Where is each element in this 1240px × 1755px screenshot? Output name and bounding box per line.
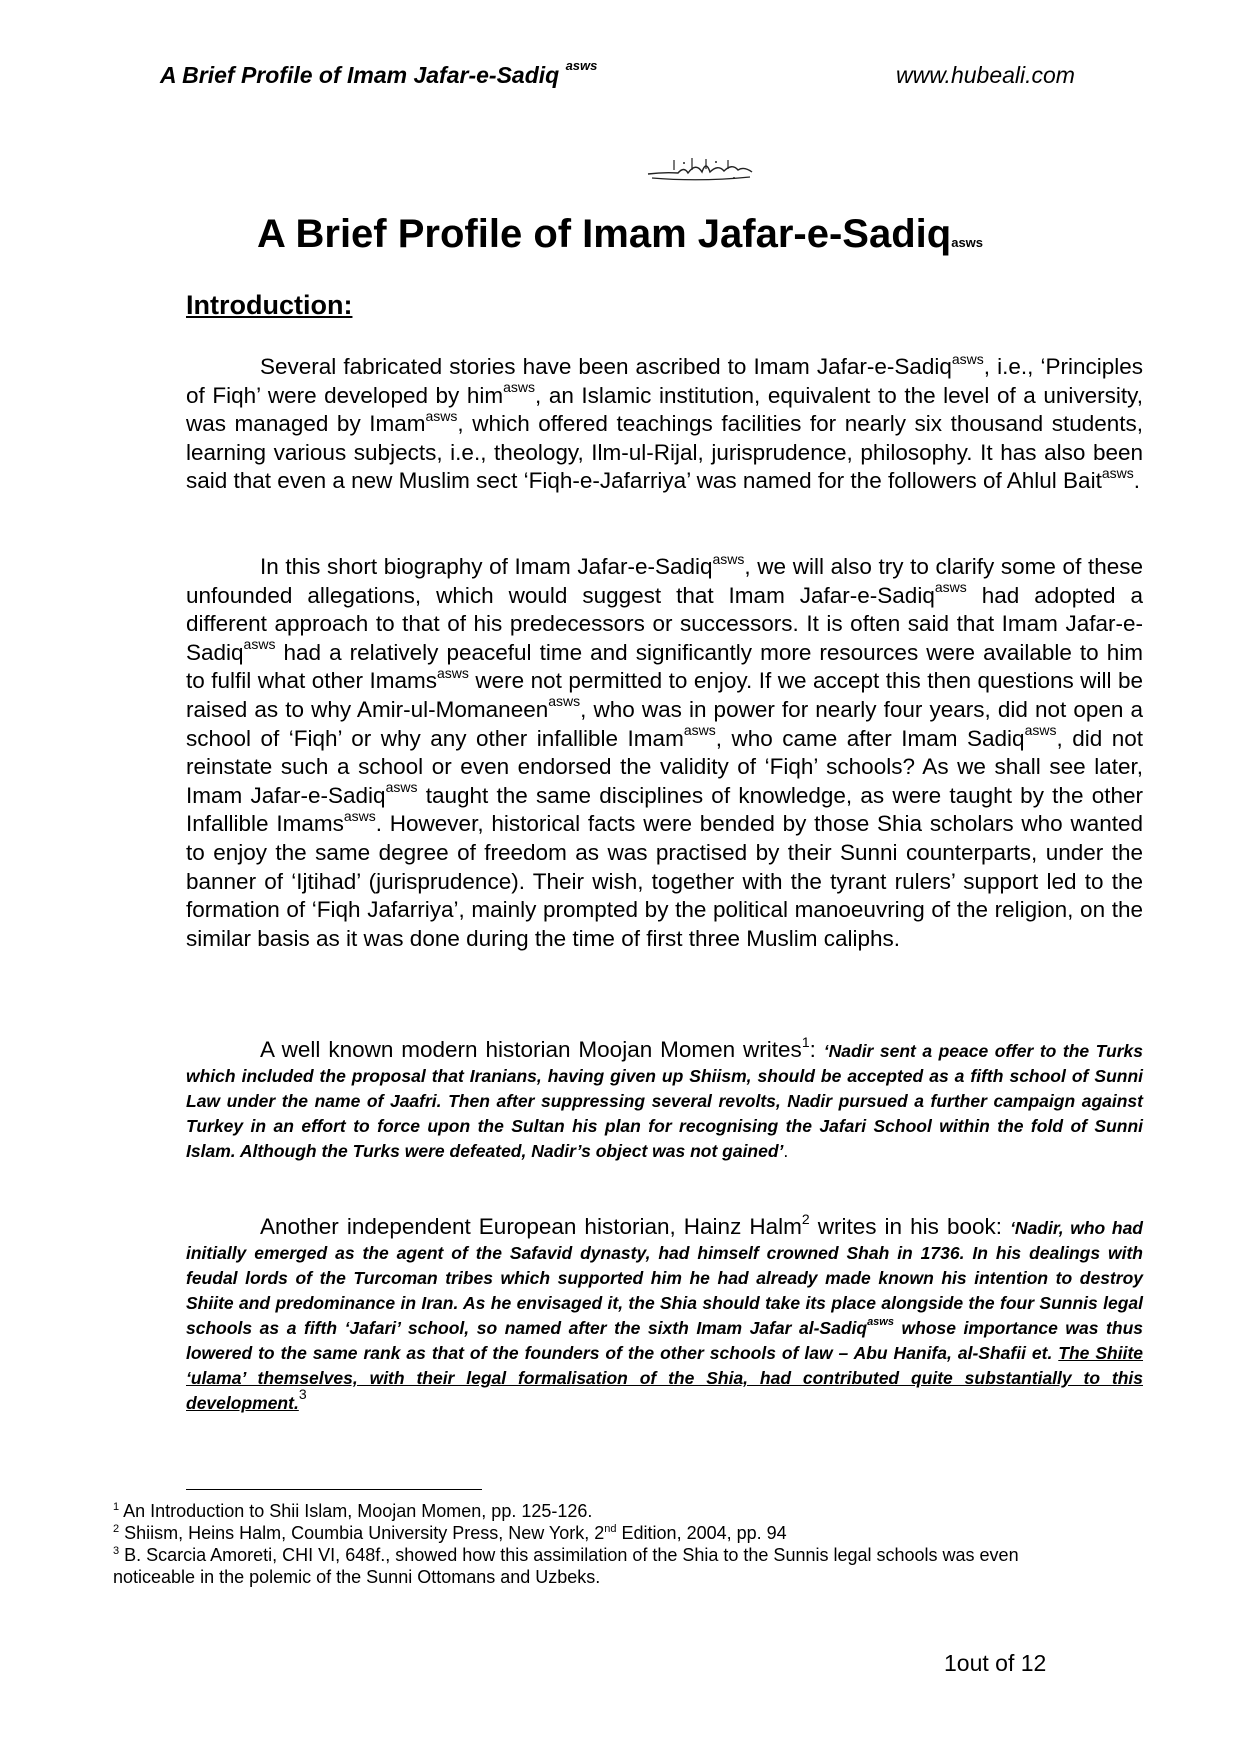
page-number: 1out of 12 bbox=[944, 1650, 1047, 1676]
block-quote: ‘Nadir sent a peace offer to the Turks which included the proposal that Iranians, having given up Shiism, should be accepted as a fifth school of Sunni Law under the name of Jaafri. Then after suppressing several revolts, Nadir pursued a further campaign against Turkey in an effort to force upon the Sultan his plan for recognising the Jafari School within the fold of Sunni Islam. Although the Turks were defeated, Nadir’s object was not gained’ bbox=[186, 1041, 1143, 1161]
footnote-separator bbox=[186, 1489, 482, 1490]
text: had a relatively peaceful time and significantly more resources were available to him to fulfil what other Imams bbox=[186, 639, 1143, 694]
text: In this short biography of Imam Jafar-e-Sadiq bbox=[260, 554, 713, 579]
block-quote: ‘Nadir, who had initially emerged as the agent of the Safavid dynasty, had himself crowned Shah in 1736. In his dealings with feudal lords of the Turcoman tribes which supported him he had already made known his intention to destroy Shiite and predominance in Iran. As he envisaged it, the Shia should take its place alongside the four Sunnis legal schools as a fifth ‘Jafari’ school, so named after the sixth Imam Jafar al-Sadiq bbox=[186, 1218, 1143, 1338]
honorific: asws bbox=[1024, 722, 1057, 739]
honorific: asws bbox=[425, 407, 458, 424]
footnotes bbox=[113, 1500, 1073, 1588]
footnote-text: Edition, 2004, pp. 94 bbox=[616, 1523, 787, 1543]
honorific: asws bbox=[503, 379, 536, 396]
bismillah-calligraphy-icon bbox=[644, 154, 756, 184]
honorific: asws bbox=[385, 779, 418, 796]
footnote-3 bbox=[113, 1544, 1073, 1588]
paragraph-1 bbox=[186, 350, 1144, 496]
text: , i.e., ‘Principles of Fiqh’ were developed by him bbox=[186, 354, 1143, 408]
footnote-text: B. Scarcia Amoreti, CHI VI, 648f., showed how this assimilation of the Shia to the Sunnis legal schools was even noticeable in the polemic of the Sunni Ottomans and Uzbeks. bbox=[113, 1545, 1019, 1587]
honorific: asws bbox=[951, 350, 984, 367]
text: were not permitted to enjoy. If we accept this then questions will be raised as to why Amir-ul-Momaneen bbox=[186, 668, 1143, 722]
text: Several fabricated stories have been ascribed to Imam Jafar-e-Sadiq bbox=[260, 354, 952, 379]
text: , which offered teachings facilities for nearly six thousand students, learning various subjects, i.e., theology, Ilm-ul-Rijal, jurisprudence, philosophy. It has also been said that even a new Muslim sect ‘Fiqh-e-Jafarriya’ was named for the followers of Ahlul Bait bbox=[186, 411, 1144, 494]
footnote-ref: 1 bbox=[801, 1033, 810, 1050]
footnote-ref: 2 bbox=[801, 1210, 810, 1227]
text: . However, historical facts were bended by those Shia scholars who wanted to enjoy the same degree of freedom as was practised by their Sunni counterparts, under the banner of ‘Ijtihad’ (jurisprudence). Their wish, together with the tyrant rulers’ support led to the formation of ‘Fiqh Jafarriya’, mainly prompted by the political manoeuvring of the religion, on the similar basis as it was done during the time of first three Muslim caliphs. bbox=[186, 811, 1143, 951]
paragraph-2 bbox=[186, 550, 1144, 953]
honorific: asws bbox=[934, 579, 967, 596]
title-honorific: asws bbox=[951, 235, 984, 250]
honorific: asws bbox=[243, 636, 276, 653]
honorific: asws bbox=[1101, 464, 1134, 481]
honorific: asws bbox=[867, 1316, 894, 1329]
block-quote: whose importance was thus lowered to the same rank as that of the founders of the other schools of law – Abu Hanifa, al-Shafii et. bbox=[186, 1318, 1143, 1363]
section-heading-introduction: Introduction: bbox=[186, 290, 353, 320]
text: , who came after Imam Sadiq bbox=[715, 725, 1025, 751]
running-header-title bbox=[160, 58, 598, 89]
footnote-1 bbox=[113, 1500, 1073, 1522]
footnote-2 bbox=[113, 1522, 1073, 1544]
paragraph-4-quote-halm bbox=[186, 1210, 1144, 1415]
text: A well known modern historian Moojan Momen writes bbox=[260, 1037, 802, 1062]
footnote-text: An Introduction to Shii Islam, Moojan Momen, pp. 125-126. bbox=[119, 1501, 593, 1521]
paragraph-3-quote-momen bbox=[186, 1033, 1143, 1163]
text: , we will also try to clarify some of these unfounded allegations, which would suggest that Imam Jafar-e-Sadiq bbox=[186, 554, 1143, 608]
title-text: A Brief Profile of Imam Jafar-e-Sadiq bbox=[256, 212, 952, 256]
honorific: asws bbox=[712, 550, 745, 567]
honorific: asws bbox=[343, 807, 376, 824]
text: : bbox=[809, 1037, 824, 1062]
footnote-number: 1 bbox=[113, 1501, 120, 1513]
honorific: asws bbox=[548, 693, 581, 710]
footnote-number: 3 bbox=[113, 1545, 120, 1557]
footnote-number: 2 bbox=[113, 1523, 120, 1535]
text: Another independent European historian, Hainz Halm bbox=[260, 1214, 802, 1239]
underlined-quote: The Shiite ‘ulama’ themselves, with their legal formalisation of the Shia, had contributed quite substantially to this development. bbox=[186, 1343, 1144, 1413]
footnote-text: Shiism, Heins Halm, Coumbia University Press, New York, 2 bbox=[119, 1523, 605, 1543]
running-header-url: www.hubeali.com bbox=[896, 62, 1075, 88]
text: taught the same disciplines of knowledge, as were taught by the other Infallible Imams bbox=[186, 782, 1143, 837]
header-title-text: A Brief Profile of Imam Jafar-e-Sadiq bbox=[160, 62, 560, 88]
text: , who was in power for nearly four years, did not open a school of ‘Fiqh’ or why any other infallible Imam bbox=[186, 696, 1143, 751]
header-honorific: asws bbox=[565, 58, 598, 74]
ordinal-suffix: nd bbox=[604, 1523, 617, 1535]
text: , an Islamic institution, equivalent to the level of a university, was managed by Imam bbox=[186, 382, 1143, 437]
document-title bbox=[0, 212, 1240, 257]
text: had adopted a different approach to that of his predecessors or successors. It is often said that Imam Jafar-e-Sadiq bbox=[186, 582, 1143, 665]
honorific: asws bbox=[683, 722, 716, 739]
text: writes in his book: bbox=[809, 1214, 1011, 1239]
text: . bbox=[1133, 468, 1140, 494]
text: , did not reinstate such a school or even endorsed the validity of ‘Fiqh’ schools? As we shall see later, Imam Jafar-e-Sadiq bbox=[186, 725, 1144, 808]
text: . bbox=[783, 1141, 789, 1161]
footnote-ref: 3 bbox=[298, 1385, 307, 1402]
honorific: asws bbox=[437, 664, 469, 681]
